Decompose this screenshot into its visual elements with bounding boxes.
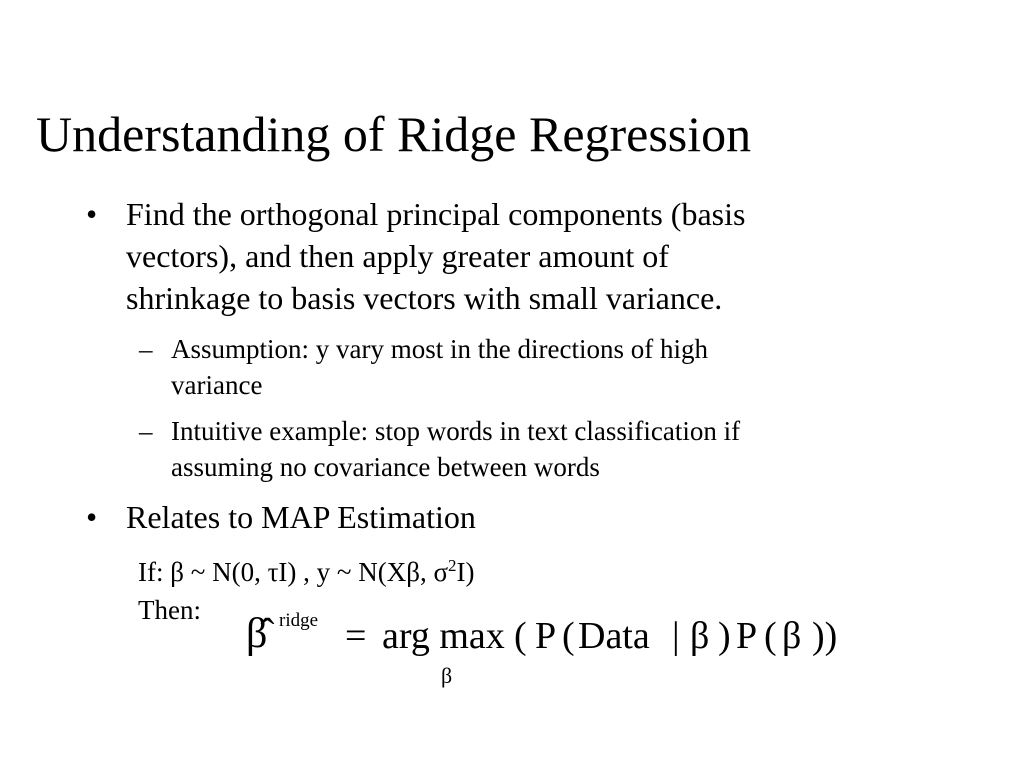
formula-beta-1: β xyxy=(690,615,710,657)
formula-close-paren: )) xyxy=(812,615,838,657)
formula-p1: P xyxy=(535,615,557,657)
sub-1-line-2: variance xyxy=(171,370,263,400)
dash-mark: – xyxy=(139,416,153,446)
sub-bullet-item-1 xyxy=(139,331,708,403)
sub-bullet-item-2 xyxy=(139,413,741,485)
sub-1-line-1: Assumption: y vary most in the directions of high xyxy=(171,334,708,364)
formula-p2: P xyxy=(736,615,758,657)
formula-paren-c: ( xyxy=(764,615,777,657)
formula-equals: = xyxy=(345,615,367,657)
formula-beta-hat: β̂ xyxy=(246,611,268,657)
bullet-2-line-1: Relates to MAP Estimation xyxy=(126,499,476,535)
formula-beta-2: β xyxy=(782,615,802,657)
formula-argmax-subscript: β xyxy=(441,663,453,688)
formula-superscript-ridge: ridge xyxy=(279,610,319,631)
bullet-mark: • xyxy=(86,196,98,232)
if-line-text: If: β ~ N(0, τI) , y ~ N(Xβ, σ xyxy=(138,557,449,587)
formula-paren-b: ) xyxy=(718,615,731,657)
if-line xyxy=(138,548,475,590)
bullet-1-line-2: vectors), and then apply greater amount of xyxy=(126,238,669,274)
if-line-suffix: I) xyxy=(456,557,475,587)
slide-title: Understanding of Ridge Regression xyxy=(36,106,752,162)
bullet-mark: • xyxy=(86,499,98,535)
sub-2-line-2: assuming no covariance between words xyxy=(171,452,600,482)
bullet-1-line-3: shrinkage to basis vectors with small variance. xyxy=(126,280,723,316)
if-line-superscript: 2 xyxy=(448,556,457,575)
formula-paren-a: ( xyxy=(562,615,575,657)
formula-argmax: arg max xyxy=(382,615,505,657)
bullet-item-2 xyxy=(86,496,476,538)
dash-mark: – xyxy=(139,334,153,364)
bullet-item-1 xyxy=(86,193,746,319)
formula-bar: | xyxy=(672,615,680,657)
formula-data: Data xyxy=(578,615,650,657)
bullet-1-line-1: Find the orthogonal principal components (basis xyxy=(126,196,746,232)
formula-open-paren: ( xyxy=(514,615,527,657)
then-label: Then: xyxy=(138,595,201,625)
sub-2-line-1: Intuitive example: stop words in text classification if xyxy=(171,416,741,446)
